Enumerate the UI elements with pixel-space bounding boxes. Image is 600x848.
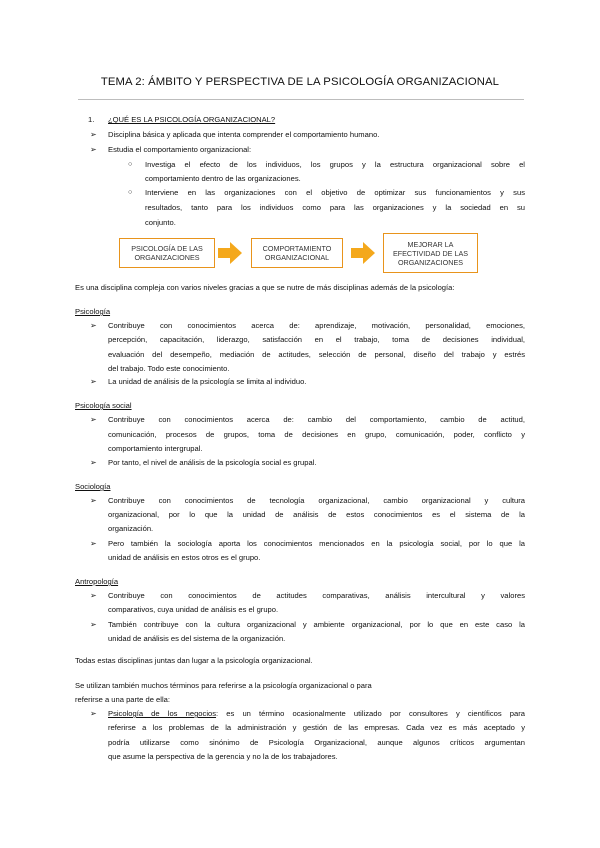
- flow-box-efectividad: MEJORAR LA EFECTIVIDAD DE LAS ORGANIZACIONES: [383, 233, 478, 273]
- arrow-bullet-icon: ➢: [90, 539, 97, 548]
- section-number: 1.: [88, 115, 95, 124]
- term-definition: : es un término ocasionalmente utilizado por consultores y científicos para: [216, 709, 525, 718]
- section-heading: ¿QUÉ ES LA PSICOLOGÍA ORGANIZACIONAL?: [108, 115, 276, 124]
- bullet-text: Contribuye con conocimientos de tecnología organizacional, cambio organizacional y cultura: [108, 496, 525, 505]
- heading-antropologia: Antropología: [75, 577, 119, 586]
- flow-box-psicologia: PSICOLOGÍA DE LAS ORGANIZACIONES: [119, 238, 215, 268]
- bullet-text: evaluación del desempeño, mediación de actitudes, selección de personal, diseño del trabajo y estrés: [108, 350, 525, 359]
- terms-intro: Se utilizan también muchos términos para referirse a la psicología organizacional o para: [75, 681, 372, 690]
- sub-bullet-text: Investiga el efecto de los individuos, los grupos y la estructura organizacional sobre el: [145, 160, 525, 169]
- bullet-text: comunicación, procesos de grupos, toma de decisiones en grupo, comunicación, poder, conflicto y: [108, 430, 525, 439]
- bullet-text: Pero también la sociología aporta los conocimientos mencionados en la psicología social, por lo que la: [108, 539, 525, 548]
- bullet-text: También contribuye con la cultura organizacional y ambiente organizacional, por lo que en este caso la: [108, 620, 525, 629]
- bullet-text: La unidad de análisis de la psicología se limita al individuo.: [108, 377, 307, 386]
- flow-arrow-icon: [351, 242, 375, 264]
- bullet-text: Contribuye con conocimientos acerca de: aprendizaje, motivación, personalidad, emociones,: [108, 321, 525, 330]
- circle-bullet-icon: ○: [128, 189, 133, 196]
- arrow-bullet-icon: ➢: [90, 415, 97, 424]
- sub-bullet-text: conjunto.: [145, 218, 176, 227]
- bullet-text: Por tanto, el nivel de análisis de la psicología social es grupal.: [108, 458, 317, 467]
- bullet-text: unidad de análisis es del sistema de la organización.: [108, 634, 286, 643]
- bullet-text: que asume la perspectiva de la gerencia y no la de los trabajadores.: [108, 752, 338, 761]
- bullet-text: unidad de análisis en estos otros es el grupo.: [108, 553, 261, 562]
- heading-psicologia-social: Psicología social: [75, 401, 132, 410]
- arrow-bullet-icon: ➢: [90, 321, 97, 330]
- intro-paragraph: Es una disciplina compleja con varios niveles gracias a que se nutre de más disciplinas además de la psicología:: [75, 283, 455, 292]
- sub-bullet-text: resultados, tanto para los individuos como para las organizaciones y la sociedad en su: [145, 203, 525, 212]
- arrow-bullet-icon: ➢: [90, 130, 97, 139]
- terms-intro: referirse a una parte de ella:: [75, 695, 170, 704]
- bullet-text: Disciplina básica y aplicada que intenta comprender el comportamiento humano.: [108, 130, 380, 139]
- bullet-text: organización.: [108, 524, 154, 533]
- bullet-text: Estudia el comportamiento organizacional:: [108, 145, 252, 154]
- bullet-text: percepción, capacitación, liderazgo, satisfacción en el trabajo, toma de decisiones individual,: [108, 335, 525, 344]
- sub-bullet-text: comportamiento dentro de las organizaciones.: [145, 174, 301, 183]
- bullet-text: Contribuye con conocimientos acerca de: cambio del comportamiento, cambio de actitud,: [108, 415, 525, 424]
- circle-bullet-icon: ○: [128, 161, 133, 168]
- arrow-bullet-icon: ➢: [90, 591, 97, 600]
- heading-psicologia: Psicología: [75, 307, 111, 316]
- arrow-bullet-icon: ➢: [90, 496, 97, 505]
- bullet-text: comparativos, cuya unidad de análisis es el grupo.: [108, 605, 279, 614]
- flow-box-comportamiento: COMPORTAMIENTO ORGANIZACIONAL: [251, 238, 343, 268]
- bullet-text: [108, 709, 525, 719]
- summary-paragraph: Todas estas disciplinas juntas dan lugar a la psicología organizacional.: [75, 656, 313, 665]
- arrow-bullet-icon: ➢: [90, 458, 97, 467]
- page-title: TEMA 2: ÁMBITO Y PERSPECTIVA DE LA PSICOLOGÍA ORGANIZACIONAL: [100, 76, 500, 88]
- bullet-text: del trabajo. Todo este conocimiento.: [108, 364, 230, 373]
- bullet-text: comportamiento intergrupal.: [108, 444, 203, 453]
- arrow-bullet-icon: ➢: [90, 377, 97, 386]
- term-psicologia-negocios: Psicología de los negocios: [108, 709, 217, 718]
- bullet-text: organizacional, por lo que la unidad de análisis de estos conocimientos es el sistema de la: [108, 510, 525, 519]
- title-divider: [78, 99, 524, 100]
- bullet-text: Contribuye con conocimientos de actitudes comparativas, análisis intercultural y valores: [108, 591, 525, 600]
- arrow-bullet-icon: ➢: [90, 709, 97, 718]
- heading-sociologia: Sociología: [75, 482, 111, 491]
- bullet-text: referirse a los problemas de la administración y gestión de las empresas. Cada vez es más aceptado y: [108, 723, 525, 732]
- arrow-bullet-icon: ➢: [90, 620, 97, 629]
- arrow-bullet-icon: ➢: [90, 145, 97, 154]
- flow-arrow-icon: [218, 242, 242, 264]
- sub-bullet-text: Interviene en las organizaciones con el objetivo de optimizar sus funcionamientos y sus: [145, 188, 525, 197]
- bullet-text: podría utilizarse como sinónimo de Psicología Organizacional, aunque algunos críticos argumentan: [108, 738, 525, 747]
